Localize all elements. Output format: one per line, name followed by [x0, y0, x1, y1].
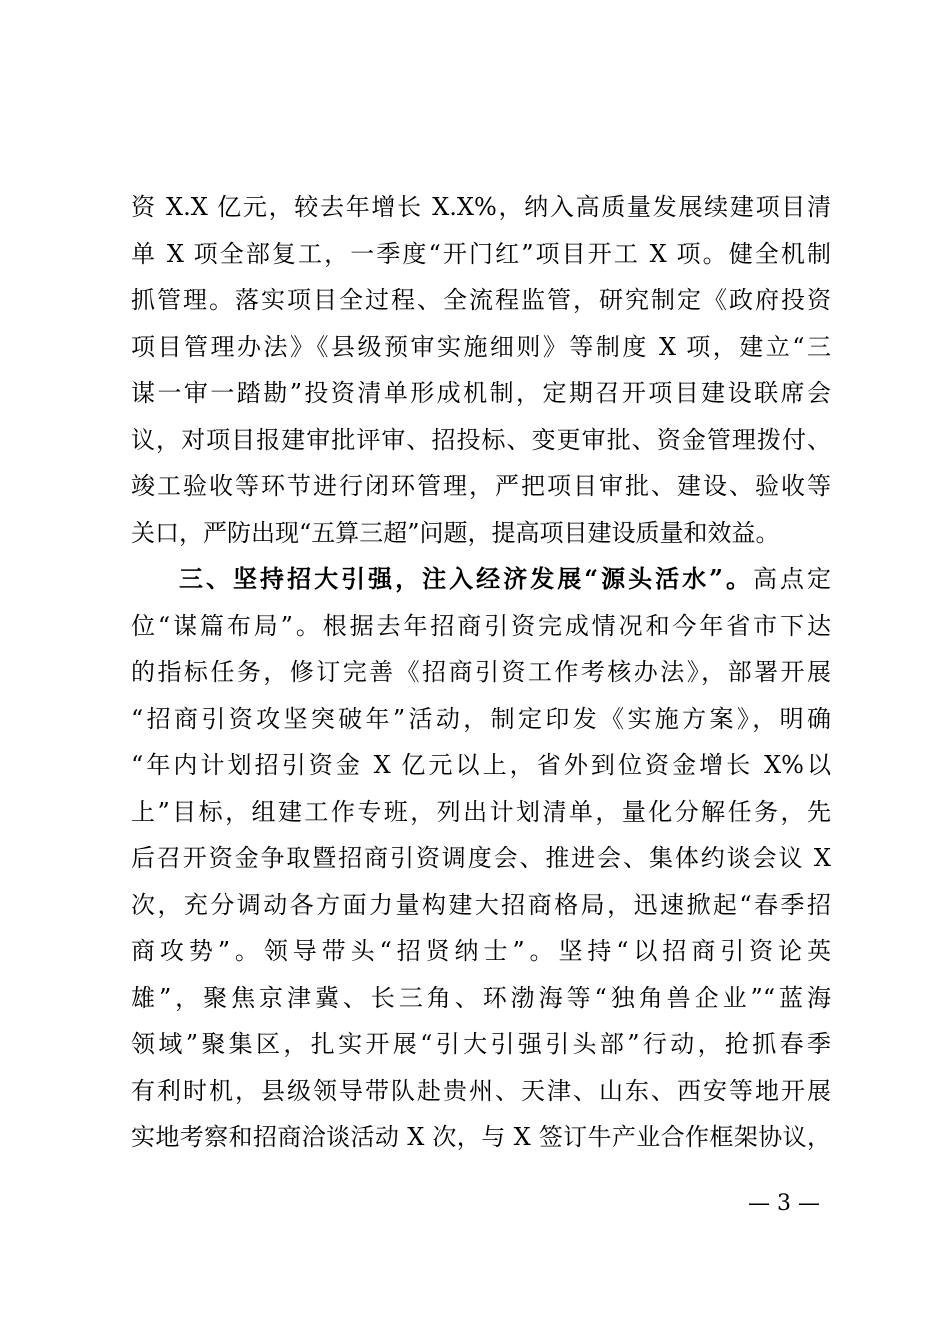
- text-line: 谋一审一踏勘”投资清单形成机制，定期召开项目建设联席会: [131, 379, 831, 407]
- text-line: “年内计划招引资金 X 亿元以上，省外到位资金增长 X%以: [131, 751, 831, 779]
- text-line: 领域”聚集区，扎实开展“引大引强引头部”行动，抢抓春季: [131, 1030, 831, 1058]
- body-text: [131, 184, 831, 1161]
- text-line: 抓管理。落实项目全过程、全流程监管，研究制定《政府投资: [131, 286, 831, 314]
- section-first-line: [131, 556, 831, 603]
- text-line: “招商引资攻坚突破年”活动，制定印发《实施方案》，明确: [131, 704, 831, 733]
- section-heading: 三、坚持招大引强，注入经济发展“源头活水”。: [179, 564, 753, 593]
- page-number: — 3 —: [748, 1191, 820, 1216]
- text-line: 位“谋篇布局”。根据去年招商引资完成情况和今年省市下达: [131, 611, 831, 640]
- text-line: 上”目标，组建工作专班，列出计划清单，量化分解任务，先: [131, 797, 831, 826]
- text-line: 项目管理办法》《县级预审实施细则》等制度 X 项，建立“三: [131, 332, 831, 361]
- text-line: 关口，严防出现“五算三超”问题，提高项目建设质量和效益。: [131, 518, 780, 547]
- text-line: 的指标任务，修订完善《招商引资工作考核办法》，部署开展: [131, 658, 831, 686]
- text-line: 竣工验收等环节进行闭环管理，严把项目审批、建设、验收等: [131, 472, 831, 500]
- text-line: 有利时机，县级领导带队赴贵州、天津、山东、西安等地开展: [131, 1076, 831, 1105]
- text-line: 资 X.X 亿元，较去年增长 X.X%，纳入高质量发展续建项目清: [131, 193, 831, 221]
- section-first-line-text: 高点定: [752, 565, 832, 593]
- text-line: 雄”，聚焦京津冀、长三角、环渤海等“独角兽企业”“蓝海: [131, 983, 831, 1012]
- text-line: 单 X 项全部复工，一季度“开门红”项目开工 X 项。健全机制: [131, 239, 831, 268]
- text-line: 商攻势”。领导带头“招贤纳士”。坚持“以招商引资论英: [131, 937, 831, 965]
- text-line: 后召开资金争取暨招商引资调度会、推进会、集体约谈会议 X: [131, 844, 831, 872]
- text-line: 实地考察和招商洽谈活动 X 次，与 X 签订牛产业合作框架协议，: [131, 1123, 831, 1151]
- text-line: 议，对项目报建审批评审、招投标、变更审批、资金管理拨付、: [131, 425, 831, 454]
- text-line: 次，充分调动各方面力量构建大招商格局，迅速掀起“春季招: [131, 890, 831, 919]
